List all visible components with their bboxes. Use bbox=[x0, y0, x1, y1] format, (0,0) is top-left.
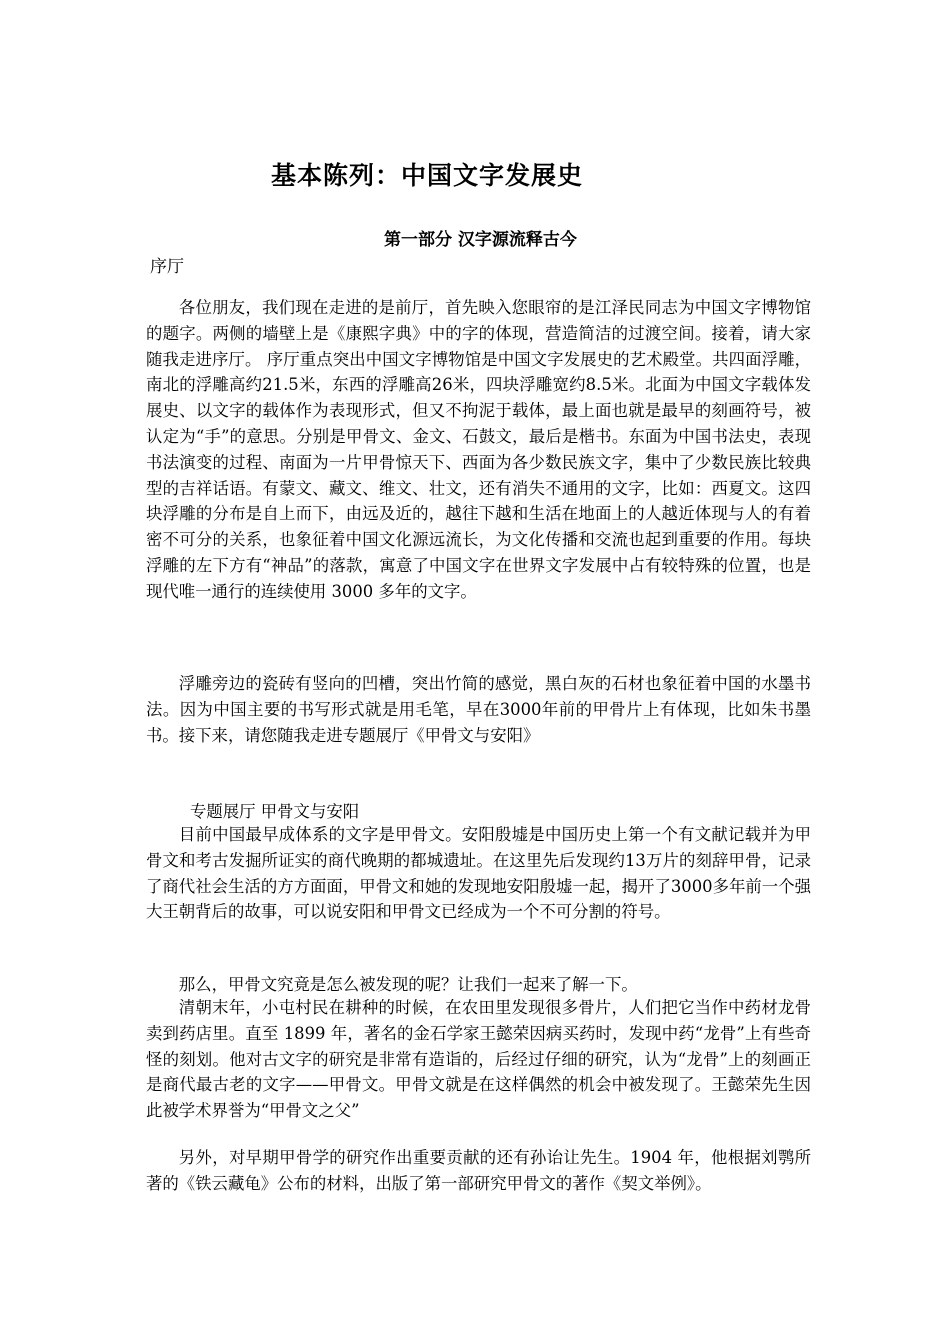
page-title: 基本陈列：中国文字发展史 bbox=[271, 161, 584, 190]
hall-paragraph-2: 那么，甲骨文究竟是怎么被发现的呢？让我们一起来了解一下。 bbox=[178, 975, 638, 994]
hall-paragraph-1: 目前中国最早成体系的文字是甲骨文。安阳殷墟是中国历史上第一个有文献记载并为甲骨文和考古发掘所证实的商代晚期的都城遗址。在这里先后发现约13万片的刻辞甲骨，记录了商代社会生活的方方面面，甲骨文和她的发现地安阳殷墟一起，揭开了3000多年前一个强大王朝背后的故事，可以说安阳和甲骨文已经成为一个不可分割的符号。 bbox=[146, 825, 811, 922]
part-heading: 第一部分 汉字源流释古今 bbox=[384, 230, 577, 250]
hall-heading: 专题展厅 甲骨文与安阳 bbox=[190, 802, 360, 821]
hall-paragraph-3: 清朝末年，小屯村民在耕种的时候，在农田里发现很多骨片，人们把它当作中药材龙骨卖到药店里。直至 1899 年，著名的金石学家王懿荣因病买药时，发现中药“龙骨”上有些奇怪的刻划。他对古文字的研究是非常有造诣的，后经过仔细的研究，认为“龙骨”上的刻画正是商代最古老的文字——甲骨文。甲骨文就是在这样偶然的机会中被发现了。王懿荣先生因此被学术界誉为“甲骨文之父” bbox=[146, 998, 811, 1121]
preface-heading: 序厅 bbox=[150, 257, 184, 277]
preface-paragraph-1: 各位朋友，我们现在走进的是前厅，首先映入您眼帘的是江泽民同志为中国文字博物馆的题字。两侧的墙壁上是《康熙字典》中的字的体现，营造简洁的过渡空间。接着，请大家随我走进序厅。 序厅重点突出中国文字博物馆是中国文字发展史的艺术殿堂。共四面浮雕，南北的浮雕高约21.5米，东西的浮雕高26米，四块浮雕宽约8.5米。北面为中国文字载体发展史、以文字的载体作为表现形式，但又不拘泥于载体，最上面也就是最早的刻画符号，被认定为“手”的意思。分别是甲骨文、金文、石鼓文，最后是楷书。东面为中国书法史，表现书法演变的过程、南面为一片甲骨惊天下、西面为各少数民族文字，集中了少数民族比较典型的吉祥话语。有蒙文、藏文、维文、壮文，还有消失不通用的文字，比如：西夏文。这四块浮雕的分布是自上而下，由远及近的，越往下越和生活在地面上的人越近体现与人的有着密不可分的关系，也象征着中国文化源远流长，为文化传播和交流也起到重要的作用。每块浮雕的左下方有“神品”的落款，寓意了中国文字在世界文字发展中占有较特殊的位置，也是现代唯一通行的连续使用 3000 多年的文字。 bbox=[146, 298, 811, 601]
hall-paragraph-4: 另外，对早期甲骨学的研究作出重要贡献的还有孙诒让先生。1904 年，他根据刘鹗所著的《铁云藏龟》公布的材料，出版了第一部研究甲骨文的著作《契文举例》。 bbox=[146, 1148, 811, 1193]
preface-paragraph-2: 浮雕旁边的瓷砖有竖向的凹槽，突出竹简的感觉，黑白灰的石材也象征着中国的水墨书法。因为中国主要的书写形式就是用毛笔，早在3000年前的甲骨片上有体现，比如朱书墨书。接下来，请您随我走进专题展厅《甲骨文与安阳》 bbox=[146, 674, 811, 745]
